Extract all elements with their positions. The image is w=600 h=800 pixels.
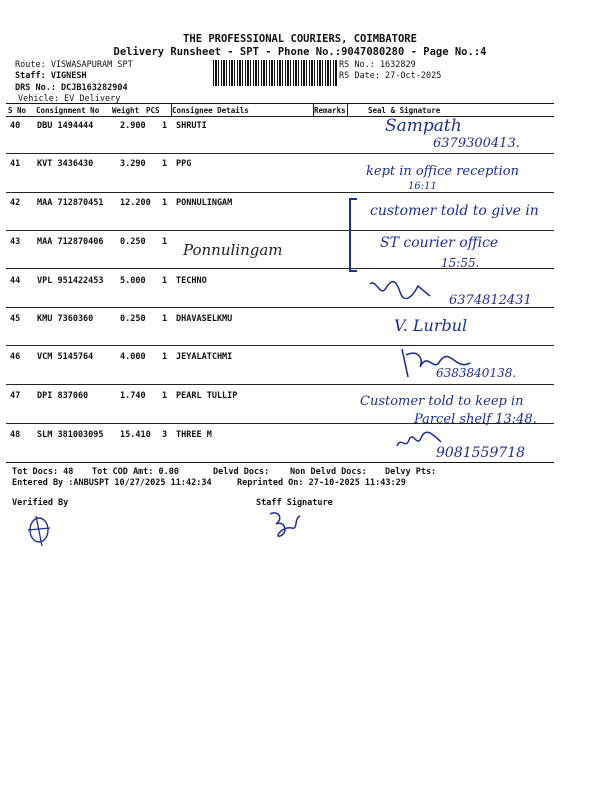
- row-consignment: DPI 837060: [37, 391, 89, 401]
- row-weight: 0.250: [120, 314, 146, 324]
- row-weight: 5.000: [120, 276, 146, 286]
- col-consignment: Consignment No: [36, 106, 100, 115]
- total-docs: Tot Docs: 48: [12, 467, 74, 477]
- row-sno: 44: [10, 276, 21, 286]
- col-remarks: Remarks: [314, 106, 346, 115]
- row-weight: 3.290: [120, 159, 146, 169]
- row-sno: 47: [10, 391, 21, 401]
- row-sno: 48: [10, 430, 21, 440]
- handwritten-signature: [366, 276, 436, 306]
- table-top-border: [6, 103, 554, 104]
- row-weight: 12.200: [120, 198, 151, 208]
- verified-by-label: Verified By: [12, 498, 69, 508]
- entered-by: Entered By :ANBUSPT 10/27/2025 11:42:34: [12, 478, 212, 488]
- header-bottom-border: [6, 116, 554, 117]
- row-sno: 43: [10, 237, 21, 247]
- row-consignee: PPG: [176, 159, 192, 169]
- handwritten-phone: 9081559718: [436, 445, 526, 461]
- row-consignee: SHRUTI: [176, 121, 207, 131]
- row-weight: 2.900: [120, 121, 146, 131]
- row-sno: 45: [10, 314, 21, 324]
- handwritten-phone: 6383840138.: [436, 366, 517, 380]
- row-consignment: SLM 381003095: [37, 430, 104, 440]
- row-sno: 46: [10, 352, 21, 362]
- handwritten-signature-text: V. Lurbul: [394, 316, 468, 335]
- row-consignee: PEARL TULLIP: [176, 391, 238, 401]
- non-delivered-docs: Non Delvd Docs:: [290, 467, 367, 477]
- col-seal-signature: Seal & Signature: [368, 106, 441, 115]
- row-consignee: DHAVASELKMU: [176, 314, 233, 324]
- handwritten-time: 16:11: [408, 181, 437, 192]
- total-cod: Tot COD Amt: 0.00: [92, 467, 179, 477]
- handwritten-remark: customer told to give in: [370, 203, 539, 219]
- row-consignment: VPL 951422453: [37, 276, 104, 286]
- row-divider: [6, 153, 554, 154]
- handwritten-time: 15:55.: [441, 256, 480, 270]
- staff-signature-label: Staff Signature: [256, 498, 333, 508]
- row-pcs: 1: [162, 391, 168, 401]
- col-pcs: PCS: [146, 106, 160, 115]
- row-consignment: KVT 3436430: [37, 159, 94, 169]
- row-consignee: PONNULINGAM: [176, 198, 233, 208]
- col-sno: S No: [8, 106, 27, 115]
- col-consignee: Consignee Details: [172, 106, 249, 115]
- row-sno: 40: [10, 121, 21, 131]
- handwritten-name-sampath: Sampath: [385, 116, 462, 136]
- col-weight: Weight: [112, 106, 140, 115]
- row-consignee: THREE M: [176, 430, 212, 440]
- row-pcs: 1: [162, 198, 168, 208]
- row-pcs: 1: [162, 237, 168, 247]
- barcode: [213, 60, 337, 86]
- row-consignment: KMU 7360360: [37, 314, 94, 324]
- row-weight: 15.410: [120, 430, 151, 440]
- row-divider: [6, 384, 554, 385]
- row-consignment: MAA 712870451: [37, 198, 104, 208]
- row-consignee: TECHNO: [176, 276, 207, 286]
- row-consignment: VCM 5145764: [37, 352, 94, 362]
- handwritten-bracket: [349, 198, 357, 272]
- handwritten-remark: Customer told to keep in: [360, 394, 524, 409]
- handwritten-phone: 6374812431: [449, 293, 532, 308]
- staff-signature: [264, 508, 304, 542]
- row-pcs: 3: [162, 430, 168, 440]
- verified-signature: [22, 512, 56, 548]
- route-label: Route: VISWASAPURAM SPT: [15, 60, 133, 70]
- handwritten-remark: kept in office reception: [366, 164, 519, 179]
- reprinted-on: Reprinted On: 27-10-2025 11:43:29: [237, 478, 406, 488]
- row-sno: 41: [10, 159, 21, 169]
- row-divider: [6, 230, 554, 231]
- runsheet-title: Delivery Runsheet - SPT - Phone No.:9047080280 - Page No.:4: [113, 46, 487, 58]
- row-consignee: JEYALATCHMI: [176, 352, 233, 362]
- company-name: THE PROFESSIONAL COURIERS, COIMBATORE: [183, 33, 417, 45]
- row-pcs: 1: [162, 276, 168, 286]
- table-bottom-border: [6, 462, 554, 463]
- row-weight: 1.740: [120, 391, 146, 401]
- row-weight: 0.250: [120, 237, 146, 247]
- staff-label: Staff: VIGNESH: [15, 71, 87, 81]
- handwritten-remark: ST courier office: [380, 235, 499, 251]
- column-divider: [347, 103, 348, 116]
- row-consignment: MAA 712870406: [37, 237, 104, 247]
- drs-number: DRS No.: DCJB163282904: [15, 83, 128, 93]
- rs-date: RS Date: 27-Oct-2025: [339, 71, 442, 81]
- row-sno: 42: [10, 198, 21, 208]
- row-consignment: DBU 1494444: [37, 121, 94, 131]
- row-pcs: 1: [162, 314, 168, 324]
- row-weight: 4.000: [120, 352, 146, 362]
- delivery-points: Delvy Pts:: [385, 467, 437, 477]
- handwritten-remark: Parcel shelf 13:48.: [414, 412, 537, 427]
- row-pcs: 1: [162, 352, 168, 362]
- rs-number: RS No.: 1632829: [339, 60, 416, 70]
- handwritten-consignee: Ponnulingam: [183, 241, 283, 259]
- row-pcs: 1: [162, 159, 168, 169]
- row-divider: [6, 192, 554, 193]
- row-pcs: 1: [162, 121, 168, 131]
- vehicle-label: Vehicle: EV Delivery: [18, 94, 121, 104]
- delivered-docs: Delvd Docs:: [213, 467, 270, 477]
- handwritten-phone: 6379300413.: [433, 136, 520, 151]
